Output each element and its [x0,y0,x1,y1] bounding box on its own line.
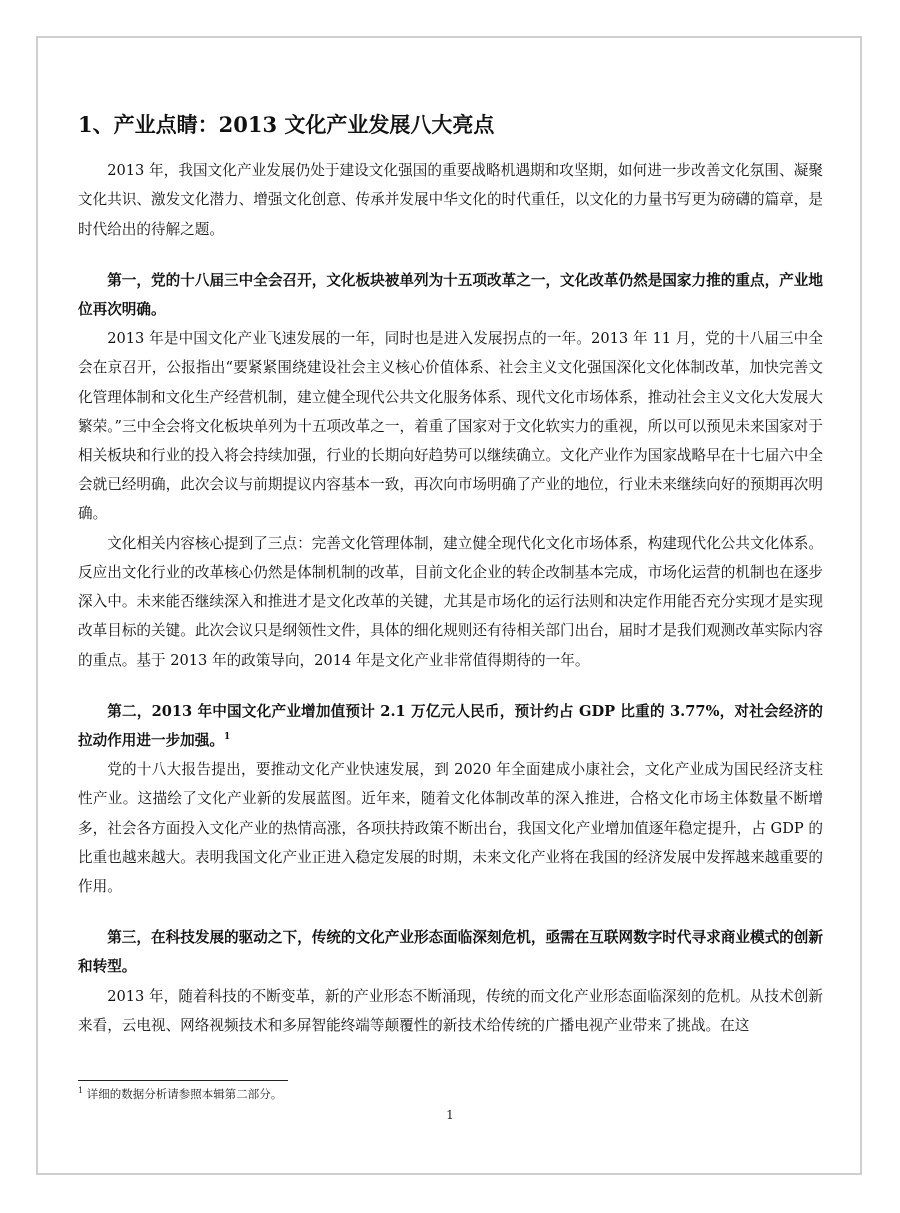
page-content [78,112,823,1040]
body-paragraph: 党的十八大报告提出，要推动文化产业快速发展，到 2020 年全面建成小康社会，文化产业成为国民经济支柱性产业。这描绘了文化产业新的发展蓝图。近年来，随着文化体制改革的深入推进，合格文化市场主体数量不断增多，社会各方面投入文化产业的热情高涨，各项扶持政策不断出台，我国文化产业增加值逐年稳定提升，占 GDP 的比重也越来越大。表明我国文化产业正进入稳定发展的时期，未来文化产业将在我国的经济发展中发挥越来越重要的作用。 [78,761,823,895]
body-paragraph: 2013 年，随着科技的不断变革，新的产业形态不断涌现，传统的而文化产业形态面临深刻的危机。从技术创新来看，云电视、网络视频技术和多屏智能终端等颠覆性的新技术给传统的广播电视产业带来了挑战。在这 [78,987,823,1034]
footnote-reference[interactable]: 1 [223,732,231,743]
body-paragraph: 文化相关内容核心提到了三点：完善文化管理体制，建立健全现代化文化市场体系，构建现代化公共文化体系。反应出文化行业的改革核心仍然是体制机制的改革，目前文化企业的转企改制基本完成，市场化运营的机制也在逐步深入中。未来能否继续深入和推进才是文化改革的关键，尤其是市场化的运行法则和决定作用能否充分实现才是实现改革目标的关键。此次会议只是纲领性文件，具体的细化规则还有待相关部门出台，届时才是我们观测改革实际内容的重点。基于 2013 年的政策导向，2014 年是文化产业非常值得期待的一年。 [78,534,823,669]
section-title: 1、产业点睛：2013 文化产业发展八大亮点 [78,112,495,137]
footnote [78,1086,282,1102]
intro-paragraph: 2013 年，我国文化产业发展仍处于建设文化强国的重要战略机遇期和攻坚期，如何进一步改善文化氛围、凝聚文化共识、激发文化潜力、增强文化创意、传承并发展中华文化的时代重任，以文化的力量书写更为磅礴的篇章，是时代给出的待解之题。 [78,162,823,238]
point-three-heading: 第三，在科技发展的驱动之下，传统的文化产业形态面临深刻危机，亟需在互联网数字时代寻求商业模式的创新和转型。 [78,929,823,976]
footnote-text: 详细的数据分析请参照本辑第二部分。 [86,1087,283,1101]
footnote-divider [78,1080,288,1081]
point-one-heading: 第一，党的十八届三中全会召开，文化板块被单列为十五项改革之一，文化改革仍然是国家力推的重点，产业地位再次明确。 [78,271,823,319]
page-number: 1 [446,1108,454,1122]
footnote-marker: 1 [78,1086,84,1096]
point-two-heading-text: 第二，2013 年中国文化产业增加值预计 2.1 万亿元人民币，预计约占 GDP 比重的 3.77%，对社会经济的拉动作用进一步加强。 [78,702,823,749]
point-two-heading [78,697,823,755]
body-paragraph: 2013 年是中国文化产业飞速发展的一年，同时也是进入发展拐点的一年。2013 年 11 月，党的十八届三中全会在京召开，公报指出“要紧紧围绕建设社会主义核心价值体系、社会主义文化强国深化文化体制改革，加快完善文化管理体制和文化生产经营机制，建立健全现代公共文化服务体系、现代文化市场体系，推动社会主义文化大发展大繁荣。”三中全会将文化板块单列为十五项改革之一，着重了国家对于文化软实力的重视，所以可以预见未来国家对于相关板块和行业的投入将会持续加强，行业的长期向好趋势可以继续确立。文化产业作为国家战略早在十七届六中全会就已经明确，此次会议与前期提议内容基本一致，再次向市场明确了产业的地位，行业未来继续向好的预期再次明确。 [78,330,823,523]
